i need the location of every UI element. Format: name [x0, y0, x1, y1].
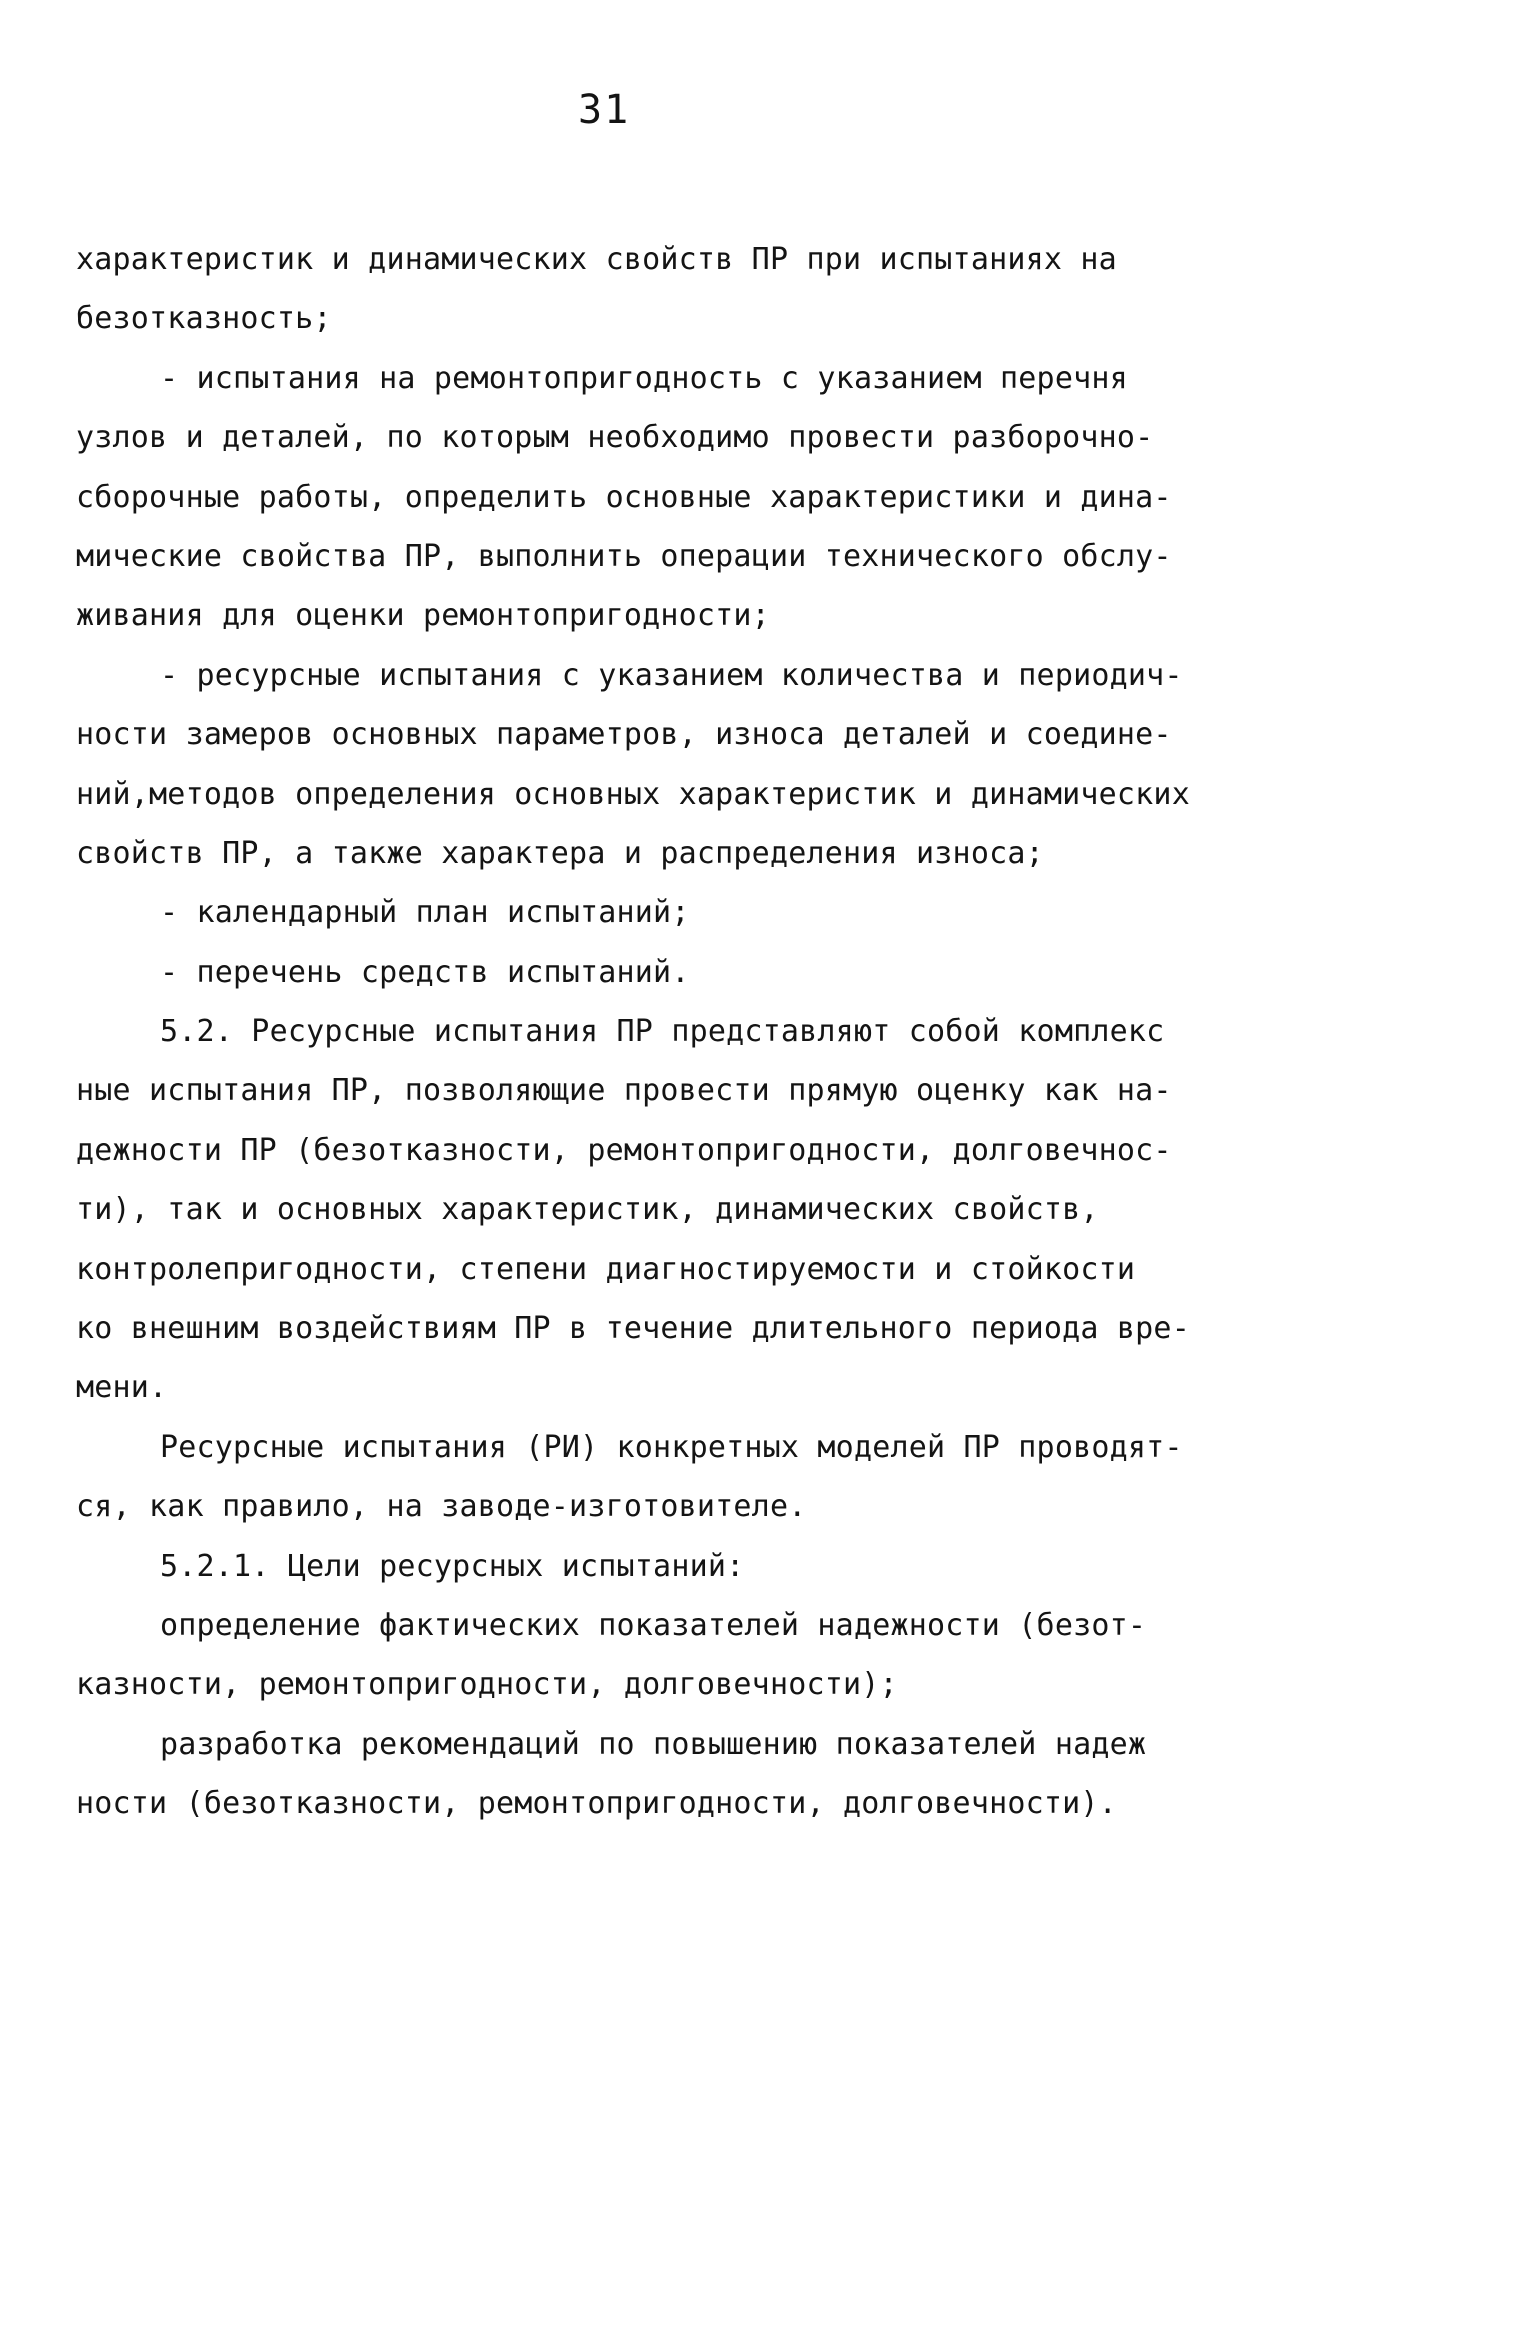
text-line: ности (безотказности, ремонтопригодности, долговечности).	[76, 1786, 1117, 1822]
text-line: - ресурсные испытания с указанием количества и периодич-	[160, 657, 1183, 693]
text-line: Ресурсные испытания (РИ) конкретных моделей ПР проводят-	[160, 1429, 1183, 1465]
text-line: мени.	[76, 1370, 168, 1406]
text-line: - перечень средств испытаний.	[160, 954, 690, 990]
text-line: ко внешним воздействиям ПР в течение длительного периода вре-	[76, 1311, 1190, 1347]
text-line: свойств ПР, а также характера и распределения износа;	[76, 835, 1044, 871]
text-line: характеристик и динамических свойств ПР при испытаниях на	[76, 242, 1117, 277]
text-line: сборочные работы, определить основные характеристики и дина-	[76, 479, 1172, 515]
text-line: ний,методов определения основных характеристик и динамических	[76, 776, 1190, 812]
text-line: безотказность;	[76, 301, 332, 337]
text-line: живания для оценки ремонтопригодности;	[76, 598, 770, 634]
text-line: 5.2. Ресурсные испытания ПР представляют собой комплекс	[160, 1014, 1165, 1050]
text-line: мические свойства ПР, выполнить операции технического обслу-	[76, 538, 1172, 574]
text-line: казности, ремонтопригодности, долговечности);	[76, 1667, 898, 1703]
text-line: - календарный план испытаний;	[160, 895, 690, 931]
text-line: ти), так и основных характеристик, динамических свойств,	[76, 1192, 1099, 1228]
text-line: контролепригодности, степени диагностируемости и стойкости	[76, 1251, 1136, 1287]
document-body	[76, 230, 1190, 1834]
text-line: узлов и деталей, по которым необходимо провести разборочно-	[76, 420, 1154, 456]
text-line: разработка рекомендаций по повышению показателей надеж	[160, 1726, 1147, 1762]
text-line: - испытания на ремонтопригодность с указанием перечня	[160, 360, 1128, 396]
text-line: ся, как правило, на заводе-изготовителе.	[76, 1489, 807, 1525]
text-line: 5.2.1. Цели ресурсных испытаний:	[160, 1548, 745, 1584]
text-line: определение фактических показателей надежности (безот-	[160, 1607, 1147, 1643]
page-number: 31	[578, 87, 631, 133]
text-line: ности замеров основных параметров, износа деталей и соедине-	[76, 717, 1172, 753]
text-line: дежности ПР (безотказности, ремонтопригодности, долговечнос-	[76, 1132, 1172, 1168]
text-line: ные испытания ПР, позволяющие провести прямую оценку как на-	[76, 1073, 1172, 1109]
